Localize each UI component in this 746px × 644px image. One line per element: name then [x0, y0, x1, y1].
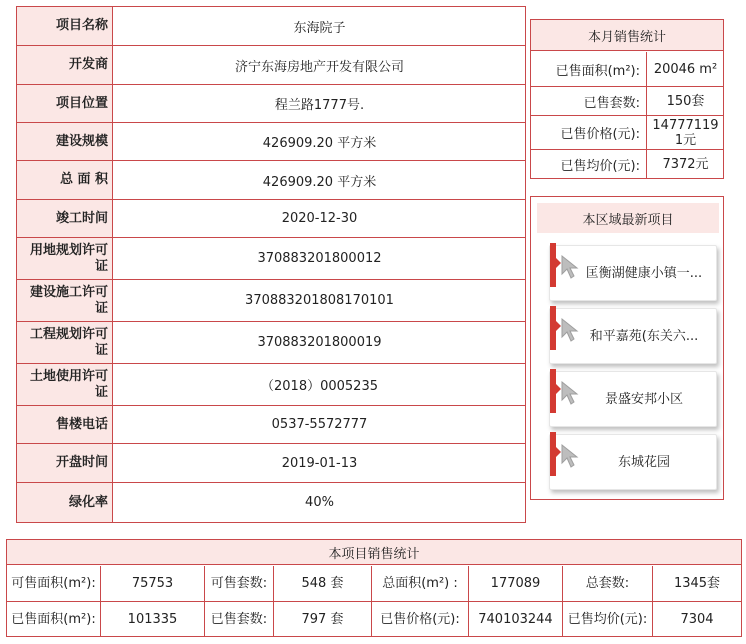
info-row-engineering-permit	[17, 322, 525, 363]
info-row-construction-permit	[17, 280, 525, 321]
info-value: 370883201800019	[257, 335, 382, 350]
month-stats-row	[531, 87, 723, 115]
month-sales-stats	[530, 19, 724, 179]
total-units-label: 总套数:	[563, 566, 653, 601]
latest-projects-panel	[530, 196, 724, 500]
info-label: 项目名称	[17, 7, 113, 45]
info-value: 2019-01-13	[281, 455, 358, 471]
month-stats-value: 7372元	[662, 156, 709, 172]
info-row-total-area	[17, 161, 525, 199]
month-stats-value: 20046 m²	[653, 61, 718, 77]
latest-project-name[interactable]: 景盛安邦小区	[604, 391, 683, 407]
total-area-value: 177089	[469, 566, 563, 601]
info-row-opening	[17, 444, 525, 482]
saleable-area-label: 可售面积(m²):	[7, 566, 101, 601]
sold-price-value: 740103244	[469, 602, 563, 636]
info-value: 0537-5572777	[271, 417, 368, 432]
latest-project-card[interactable]	[549, 308, 717, 364]
latest-project-name[interactable]: 东城花园	[617, 454, 670, 470]
info-row-land-use-permit	[17, 364, 525, 405]
project-stats-title: 本项目销售统计	[7, 540, 741, 565]
saleable-area-value: 75753	[101, 566, 205, 601]
info-value: 426909.20 平方米	[262, 174, 377, 190]
saleable-units-value: 548 套	[274, 566, 372, 601]
info-value: （2018）0005235	[261, 379, 378, 394]
info-label: 绿化率	[17, 483, 113, 522]
info-label: 建设规模	[17, 123, 113, 160]
sold-units-value: 797 套	[274, 602, 372, 636]
project-sales-stats	[6, 539, 742, 637]
month-stats-row	[531, 116, 723, 149]
month-stats-label: 已售均价(元):	[531, 150, 647, 178]
info-label: 项目位置	[17, 85, 113, 122]
info-value: 程兰路1777号.	[274, 98, 365, 113]
latest-project-card[interactable]	[549, 245, 717, 301]
info-row-land-plan-permit	[17, 238, 525, 279]
info-label: 开盘时间	[17, 444, 113, 482]
info-label: 用地规划许可证	[17, 238, 113, 279]
avg-price-value: 7304	[680, 611, 714, 627]
sold-area-label: 已售面积(m²):	[7, 602, 101, 636]
info-label: 建设施工许可证	[17, 280, 113, 321]
sold-price-label: 已售价格(元):	[372, 602, 469, 636]
month-stats-row	[531, 150, 723, 178]
month-stats-value: 147771191元	[652, 117, 719, 148]
info-row-scale	[17, 123, 525, 160]
sold-units-label: 已售套数:	[205, 602, 274, 636]
latest-project-name[interactable]: 和平嘉苑(东关六...	[589, 328, 699, 344]
month-stats-row	[531, 52, 723, 86]
month-stats-value: 150套	[666, 93, 705, 109]
sold-area-value: 101335	[101, 602, 205, 636]
info-row-phone	[17, 406, 525, 443]
saleable-units-label: 可售套数:	[205, 566, 274, 601]
latest-project-card[interactable]	[549, 371, 717, 427]
info-value: 东海院子	[293, 20, 346, 36]
info-value: 40%	[305, 495, 334, 510]
info-row-completion	[17, 200, 525, 237]
latest-project-name[interactable]: 匡衡湖健康小镇一...	[585, 265, 703, 281]
project-stats-row-1	[7, 566, 741, 601]
info-row-name	[17, 7, 525, 45]
info-label: 竣工时间	[17, 200, 113, 237]
month-stats-title: 本月销售统计	[531, 20, 723, 51]
info-row-green-rate	[17, 483, 525, 522]
info-row-location	[17, 85, 525, 122]
project-stats-row-2	[7, 602, 741, 636]
month-stats-label: 已售套数:	[531, 87, 647, 115]
avg-price-label: 已售均价(元):	[563, 602, 653, 636]
info-label: 开发商	[17, 46, 113, 84]
info-label: 土地使用许可证	[17, 364, 113, 405]
info-value: 370883201808170101	[245, 293, 394, 308]
latest-projects-title: 本区域最新项目	[537, 203, 719, 233]
info-value: 426909.20 平方米	[262, 136, 377, 151]
info-label: 售楼电话	[17, 406, 113, 443]
info-label: 工程规划许可证	[17, 322, 113, 363]
month-stats-label: 已售价格(元):	[531, 116, 647, 149]
latest-project-card[interactable]	[549, 434, 717, 490]
info-value: 济宁东海房地产开发有限公司	[234, 59, 404, 75]
project-info-table	[16, 6, 526, 523]
month-stats-label: 已售面积(m²):	[531, 52, 647, 86]
info-value: 2020-12-30	[281, 211, 358, 226]
total-area-label: 总面积(m²) :	[372, 566, 469, 601]
info-value: 370883201800012	[257, 251, 382, 266]
info-label: 总 面 积	[17, 161, 113, 199]
total-units-value: 1345套	[673, 576, 721, 591]
info-row-developer	[17, 46, 525, 84]
